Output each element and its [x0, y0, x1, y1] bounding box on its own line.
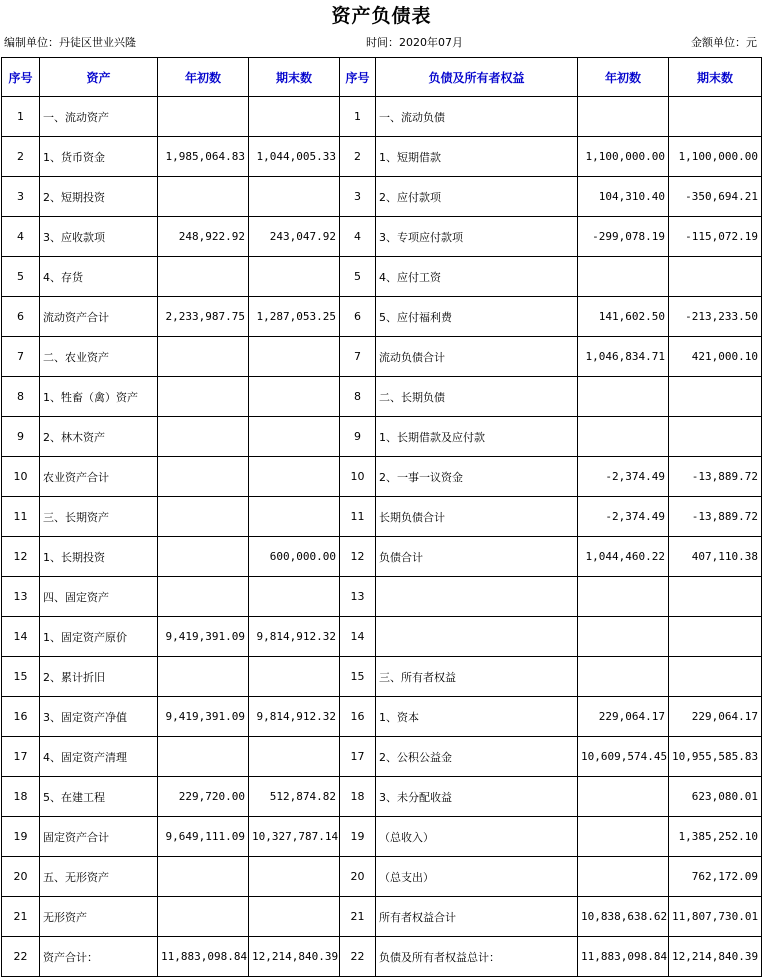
asset-item-label: 4、固定资产清理 [40, 737, 158, 777]
liability-item-label [376, 617, 578, 657]
asset-begin-value [158, 457, 249, 497]
row-seq-right: 11 [340, 497, 376, 537]
liability-item-label: 3、专项应付款项 [376, 217, 578, 257]
liability-end-value: 421,000.10 [669, 337, 762, 377]
liability-item-label: （总收入） [376, 817, 578, 857]
row-seq-left: 10 [2, 457, 40, 497]
liability-item-label: 3、未分配收益 [376, 777, 578, 817]
row-seq-right: 4 [340, 217, 376, 257]
liability-begin-value: 141,602.50 [578, 297, 669, 337]
table-row [2, 577, 762, 617]
asset-begin-value [158, 897, 249, 937]
asset-end-value [249, 897, 340, 937]
row-seq-left: 12 [2, 537, 40, 577]
row-seq-left: 22 [2, 937, 40, 977]
row-seq-right: 14 [340, 617, 376, 657]
asset-end-value [249, 497, 340, 537]
row-seq-right: 21 [340, 897, 376, 937]
row-seq-left: 21 [2, 897, 40, 937]
header-begin-left: 年初数 [158, 58, 249, 97]
table-row [2, 697, 762, 737]
asset-end-value: 9,814,912.32 [249, 617, 340, 657]
liability-begin-value: 104,310.40 [578, 177, 669, 217]
asset-end-value: 10,327,787.14 [249, 817, 340, 857]
row-seq-left: 4 [2, 217, 40, 257]
asset-begin-value: 2,233,987.75 [158, 297, 249, 337]
liability-begin-value: 1,044,460.22 [578, 537, 669, 577]
row-seq-right: 20 [340, 857, 376, 897]
table-row [2, 217, 762, 257]
liability-end-value: 10,955,585.83 [669, 737, 762, 777]
liability-begin-value [578, 617, 669, 657]
liability-end-value [669, 617, 762, 657]
asset-item-label: 5、在建工程 [40, 777, 158, 817]
asset-end-value [249, 337, 340, 377]
row-seq-left: 7 [2, 337, 40, 377]
liability-end-value [669, 97, 762, 137]
asset-begin-value: 229,720.00 [158, 777, 249, 817]
asset-end-value [249, 257, 340, 297]
asset-end-value [249, 857, 340, 897]
asset-item-label: 固定资产合计 [40, 817, 158, 857]
asset-item-label: 3、应收款项 [40, 217, 158, 257]
asset-begin-value [158, 737, 249, 777]
liability-item-label: 1、短期借款 [376, 137, 578, 177]
header-seq-right: 序号 [340, 58, 376, 97]
table-row [2, 617, 762, 657]
liability-begin-value [578, 97, 669, 137]
liability-item-label: 2、应付款项 [376, 177, 578, 217]
asset-begin-value [158, 537, 249, 577]
asset-item-label: 二、农业资产 [40, 337, 158, 377]
row-seq-right: 8 [340, 377, 376, 417]
asset-begin-value: 1,985,064.83 [158, 137, 249, 177]
liability-end-value: -350,694.21 [669, 177, 762, 217]
liability-begin-value: 11,883,098.84 [578, 937, 669, 977]
liability-item-label: 所有者权益合计 [376, 897, 578, 937]
liability-begin-value [578, 257, 669, 297]
table-row [2, 737, 762, 777]
liability-end-value: -13,889.72 [669, 497, 762, 537]
asset-end-value [249, 97, 340, 137]
row-seq-left: 14 [2, 617, 40, 657]
asset-item-label: 2、林木资产 [40, 417, 158, 457]
liability-end-value: -115,072.19 [669, 217, 762, 257]
liability-item-label: 流动负债合计 [376, 337, 578, 377]
liability-end-value: 229,064.17 [669, 697, 762, 737]
table-row [2, 457, 762, 497]
liability-item-label: 一、流动负债 [376, 97, 578, 137]
asset-item-label: 1、固定资产原价 [40, 617, 158, 657]
row-seq-right: 2 [340, 137, 376, 177]
asset-end-value [249, 177, 340, 217]
asset-begin-value [158, 377, 249, 417]
liability-item-label: 负债合计 [376, 537, 578, 577]
report-title: 资产负债表 [331, 5, 432, 27]
row-seq-right: 16 [340, 697, 376, 737]
header-end-left: 期末数 [249, 58, 340, 97]
asset-item-label: 2、累计折旧 [40, 657, 158, 697]
asset-begin-value [158, 657, 249, 697]
asset-begin-value [158, 177, 249, 217]
liability-end-value: -213,233.50 [669, 297, 762, 337]
liability-begin-value: 10,838,638.62 [578, 897, 669, 937]
liability-end-value: 12,214,840.39 [669, 937, 762, 977]
table-row [2, 817, 762, 857]
asset-item-label: 资产合计： [40, 937, 158, 977]
table-row [2, 177, 762, 217]
amount-unit: 金额单位：元 [691, 36, 757, 49]
row-seq-right: 18 [340, 777, 376, 817]
row-seq-left: 17 [2, 737, 40, 777]
liability-item-label: 1、资本 [376, 697, 578, 737]
table-row [2, 937, 762, 977]
asset-end-value [249, 457, 340, 497]
liability-item-label: 1、长期借款及应付款 [376, 417, 578, 457]
row-seq-right: 3 [340, 177, 376, 217]
asset-item-label: 一、流动资产 [40, 97, 158, 137]
asset-begin-value: 11,883,098.84 [158, 937, 249, 977]
asset-end-value [249, 737, 340, 777]
asset-begin-value [158, 97, 249, 137]
liability-begin-value [578, 777, 669, 817]
asset-end-value: 243,047.92 [249, 217, 340, 257]
row-seq-right: 19 [340, 817, 376, 857]
header-seq-left: 序号 [2, 58, 40, 97]
liability-end-value: 407,110.38 [669, 537, 762, 577]
liability-item-label: 三、所有者权益 [376, 657, 578, 697]
asset-item-label: 1、长期投资 [40, 537, 158, 577]
asset-item-label: 五、无形资产 [40, 857, 158, 897]
header-asset: 资产 [40, 58, 158, 97]
prepared-by-unit: 编制单位：丹徒区世业兴隆 [4, 36, 136, 49]
row-seq-left: 19 [2, 817, 40, 857]
liability-end-value [669, 377, 762, 417]
row-seq-left: 8 [2, 377, 40, 417]
liability-end-value [669, 657, 762, 697]
liability-begin-value [578, 657, 669, 697]
table-row [2, 257, 762, 297]
table-row [2, 537, 762, 577]
header-end-right: 期末数 [669, 58, 762, 97]
row-seq-left: 5 [2, 257, 40, 297]
liability-begin-value: -299,078.19 [578, 217, 669, 257]
liability-item-label: 二、长期负债 [376, 377, 578, 417]
row-seq-right: 13 [340, 577, 376, 617]
asset-item-label: 流动资产合计 [40, 297, 158, 337]
asset-end-value: 9,814,912.32 [249, 697, 340, 737]
asset-item-label: 1、货币资金 [40, 137, 158, 177]
asset-end-value: 1,287,053.25 [249, 297, 340, 337]
asset-item-label: 2、短期投资 [40, 177, 158, 217]
liability-item-label [376, 577, 578, 617]
table-row [2, 497, 762, 537]
report-period: 时间：2020年07月 [366, 36, 463, 49]
asset-end-value [249, 657, 340, 697]
balance-sheet-table [1, 57, 762, 977]
asset-begin-value: 248,922.92 [158, 217, 249, 257]
table-row [2, 857, 762, 897]
liability-begin-value: 1,100,000.00 [578, 137, 669, 177]
liability-end-value: 11,807,730.01 [669, 897, 762, 937]
table-row [2, 417, 762, 457]
row-seq-right: 5 [340, 257, 376, 297]
asset-item-label: 4、存货 [40, 257, 158, 297]
header-liability: 负债及所有者权益 [376, 58, 578, 97]
asset-begin-value [158, 417, 249, 457]
liability-item-label: 长期负债合计 [376, 497, 578, 537]
liability-end-value [669, 417, 762, 457]
asset-end-value [249, 417, 340, 457]
row-seq-left: 20 [2, 857, 40, 897]
liability-begin-value: 229,064.17 [578, 697, 669, 737]
header-begin-right: 年初数 [578, 58, 669, 97]
row-seq-left: 16 [2, 697, 40, 737]
row-seq-left: 13 [2, 577, 40, 617]
row-seq-right: 9 [340, 417, 376, 457]
asset-end-value [249, 377, 340, 417]
table-row [2, 337, 762, 377]
liability-item-label: 5、应付福利费 [376, 297, 578, 337]
row-seq-left: 3 [2, 177, 40, 217]
asset-begin-value [158, 857, 249, 897]
asset-end-value: 600,000.00 [249, 537, 340, 577]
row-seq-right: 12 [340, 537, 376, 577]
row-seq-right: 22 [340, 937, 376, 977]
asset-item-label: 3、固定资产净值 [40, 697, 158, 737]
row-seq-right: 6 [340, 297, 376, 337]
liability-begin-value [578, 577, 669, 617]
liability-end-value: 623,080.01 [669, 777, 762, 817]
liability-end-value [669, 257, 762, 297]
asset-begin-value: 9,649,111.09 [158, 817, 249, 857]
liability-item-label: 2、一事一议资金 [376, 457, 578, 497]
row-seq-left: 1 [2, 97, 40, 137]
table-row [2, 897, 762, 937]
asset-begin-value: 9,419,391.09 [158, 697, 249, 737]
liability-begin-value [578, 857, 669, 897]
liability-item-label: （总支出） [376, 857, 578, 897]
liability-end-value: -13,889.72 [669, 457, 762, 497]
asset-begin-value [158, 577, 249, 617]
row-seq-left: 15 [2, 657, 40, 697]
table-row [2, 297, 762, 337]
asset-item-label: 三、长期资产 [40, 497, 158, 537]
asset-end-value: 512,874.82 [249, 777, 340, 817]
row-seq-left: 11 [2, 497, 40, 537]
table-row [2, 657, 762, 697]
table-row [2, 137, 762, 177]
row-seq-right: 10 [340, 457, 376, 497]
header-row [2, 58, 762, 97]
table-row [2, 777, 762, 817]
liability-end-value: 762,172.09 [669, 857, 762, 897]
row-seq-right: 1 [340, 97, 376, 137]
row-seq-right: 7 [340, 337, 376, 377]
liability-end-value: 1,100,000.00 [669, 137, 762, 177]
liability-item-label: 2、公积公益金 [376, 737, 578, 777]
asset-begin-value: 9,419,391.09 [158, 617, 249, 657]
table-row [2, 377, 762, 417]
table-body [2, 97, 762, 977]
row-seq-left: 18 [2, 777, 40, 817]
row-seq-right: 15 [340, 657, 376, 697]
asset-item-label: 无形资产 [40, 897, 158, 937]
liability-begin-value [578, 377, 669, 417]
row-seq-left: 6 [2, 297, 40, 337]
liability-begin-value: 10,609,574.45 [578, 737, 669, 777]
row-seq-left: 9 [2, 417, 40, 457]
liability-begin-value [578, 417, 669, 457]
liability-begin-value: -2,374.49 [578, 457, 669, 497]
asset-item-label: 1、牲畜（禽）资产 [40, 377, 158, 417]
asset-end-value: 1,044,005.33 [249, 137, 340, 177]
liability-end-value [669, 577, 762, 617]
table-row [2, 97, 762, 137]
liability-item-label: 负债及所有者权益总计： [376, 937, 578, 977]
asset-begin-value [158, 257, 249, 297]
asset-end-value [249, 577, 340, 617]
liability-begin-value: -2,374.49 [578, 497, 669, 537]
row-seq-right: 17 [340, 737, 376, 777]
asset-end-value: 12,214,840.39 [249, 937, 340, 977]
asset-item-label: 农业资产合计 [40, 457, 158, 497]
asset-begin-value [158, 497, 249, 537]
liability-end-value: 1,385,252.10 [669, 817, 762, 857]
asset-begin-value [158, 337, 249, 377]
asset-item-label: 四、固定资产 [40, 577, 158, 617]
row-seq-left: 2 [2, 137, 40, 177]
liability-begin-value [578, 817, 669, 857]
liability-item-label: 4、应付工资 [376, 257, 578, 297]
liability-begin-value: 1,046,834.71 [578, 337, 669, 377]
